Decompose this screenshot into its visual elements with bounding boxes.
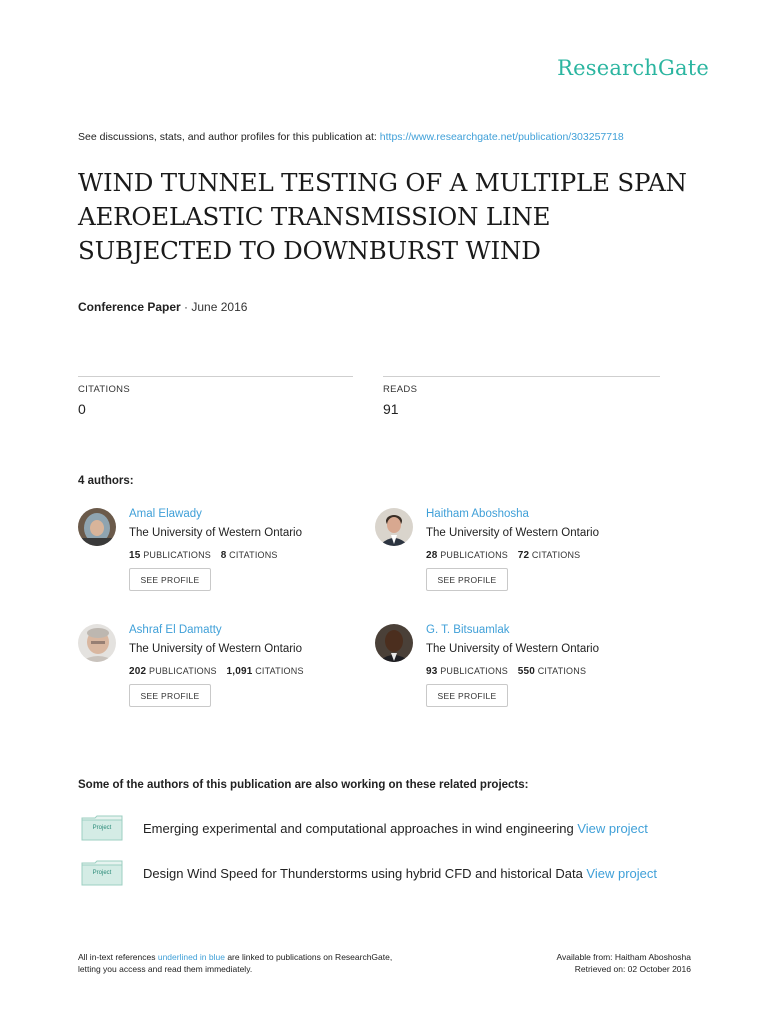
footer-availability xyxy=(556,951,691,975)
publications-count: 15 xyxy=(129,550,141,561)
author-name-link[interactable]: Ashraf El Damatty xyxy=(129,624,222,636)
publication-url-link[interactable]: https://www.researchgate.net/publication/303257718 xyxy=(379,131,624,143)
footer-highlight: underlined in blue xyxy=(157,952,225,962)
project-folder-icon xyxy=(81,815,123,839)
view-project-link[interactable]: View project xyxy=(586,866,657,881)
citations-label: CITATIONS xyxy=(537,666,587,676)
paper-type: Conference Paper xyxy=(78,300,181,314)
publications-count: 28 xyxy=(426,550,438,561)
researchgate-logo[interactable]: ResearchGate xyxy=(557,56,709,80)
see-profile-button[interactable]: SEE PROFILE xyxy=(129,684,211,707)
intro-text: See discussions, stats, and author profiles for this publication at: xyxy=(78,131,377,143)
avatar[interactable] xyxy=(78,624,116,662)
author-institution: The University of Western Ontario xyxy=(426,643,599,655)
author-stats xyxy=(129,666,304,677)
author-stats xyxy=(129,550,278,561)
see-profile-button[interactable]: SEE PROFILE xyxy=(426,684,508,707)
retrieved-on: Retrieved on: 02 October 2016 xyxy=(574,964,691,974)
publication-intro xyxy=(78,131,624,143)
author-name-link[interactable]: Amal Elawady xyxy=(129,508,202,520)
paper-date: · June 2016 xyxy=(180,300,248,314)
author-name-link[interactable]: G. T. Bitsuamlak xyxy=(426,624,510,636)
footer-text: are linked to publications on ResearchGate, xyxy=(224,952,393,962)
see-profile-button[interactable]: SEE PROFILE xyxy=(426,568,508,591)
citations-count: 550 xyxy=(517,666,535,677)
author-institution: The University of Western Ontario xyxy=(129,643,302,655)
publications-count: 202 xyxy=(129,666,147,677)
divider xyxy=(383,376,660,377)
citations-label: CITATIONS xyxy=(78,384,130,395)
avatar[interactable] xyxy=(375,508,413,546)
author-card xyxy=(78,624,368,724)
reads-value: 91 xyxy=(383,401,399,417)
footer-line: letting you access and read them immediately. xyxy=(78,964,253,974)
publications-label: PUBLICATIONS xyxy=(440,550,508,560)
avatar[interactable] xyxy=(375,624,413,662)
authors-heading: 4 authors: xyxy=(78,475,134,487)
footer-text: All in-text references xyxy=(78,952,158,962)
publications-count: 93 xyxy=(426,666,438,677)
footer-line xyxy=(78,951,392,963)
author-card xyxy=(375,624,665,724)
citations-label: CITATIONS xyxy=(255,666,304,676)
project-icon-label: Project xyxy=(92,870,112,876)
publications-label: PUBLICATIONS xyxy=(149,666,217,676)
project-title: Emerging experimental and computational approaches in wind engineering xyxy=(143,821,578,836)
publications-label: PUBLICATIONS xyxy=(143,550,211,560)
project-item xyxy=(143,866,657,881)
citations-label: CITATIONS xyxy=(531,550,581,560)
citations-count: 8 xyxy=(220,550,227,561)
citations-value: 0 xyxy=(78,401,86,417)
title-line: WIND TUNNEL TESTING OF A MULTIPLE SPAN xyxy=(78,168,687,197)
footer-note xyxy=(78,951,392,975)
paper-title xyxy=(78,166,718,268)
author-institution: The University of Western Ontario xyxy=(129,527,302,539)
reads-label: READS xyxy=(383,384,418,395)
citations-label: CITATIONS xyxy=(229,550,278,560)
author-stats xyxy=(426,666,586,677)
divider xyxy=(78,376,353,377)
avatar[interactable] xyxy=(78,508,116,546)
author-card xyxy=(375,508,665,608)
project-folder-icon xyxy=(81,860,123,884)
view-project-link[interactable]: View project xyxy=(577,821,648,836)
title-line: SUBJECTED TO DOWNBURST WIND xyxy=(78,236,541,265)
author-card xyxy=(78,508,368,608)
see-profile-button[interactable]: SEE PROFILE xyxy=(129,568,211,591)
author-stats xyxy=(426,550,580,561)
citations-count: 1,091 xyxy=(226,666,253,677)
author-institution: The University of Western Ontario xyxy=(426,527,599,539)
title-line: AEROELASTIC TRANSMISSION LINE xyxy=(78,202,551,231)
project-icon-label: Project xyxy=(92,825,112,831)
related-projects-heading: Some of the authors of this publication are also working on these related projects: xyxy=(78,779,529,791)
citations-count: 72 xyxy=(517,550,530,561)
publications-label: PUBLICATIONS xyxy=(440,666,508,676)
available-from: Available from: Haitham Aboshosha xyxy=(556,952,691,962)
paper-meta xyxy=(78,300,247,314)
project-title: Design Wind Speed for Thunderstorms using hybrid CFD and historical Data xyxy=(143,866,587,881)
author-name-link[interactable]: Haitham Aboshosha xyxy=(426,508,529,520)
project-item xyxy=(143,821,648,836)
